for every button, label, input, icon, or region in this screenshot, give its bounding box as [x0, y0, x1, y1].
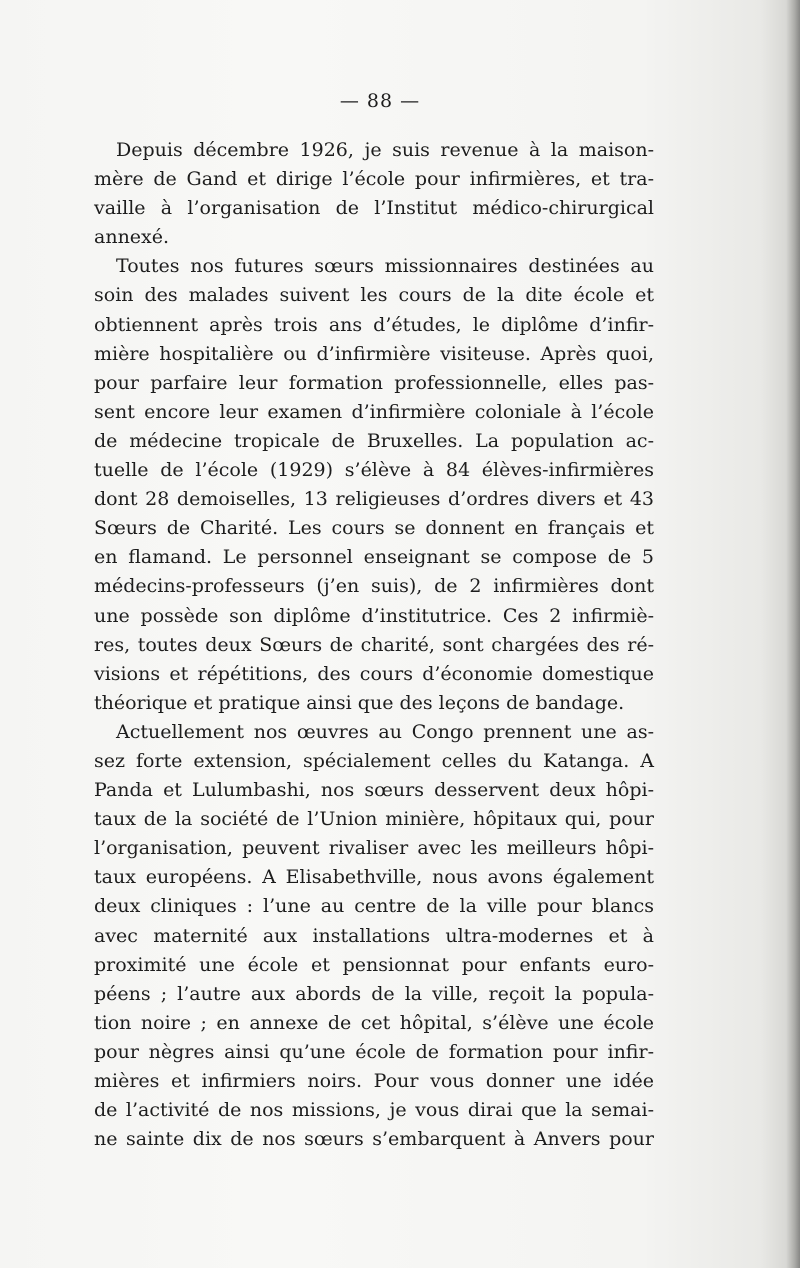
text-line: une possède son diplôme d’institutrice. Ces 2 infirmiè-: [94, 604, 654, 627]
text-line: dont 28 demoiselles, 13 religieuses d’ordres divers et 43: [94, 488, 654, 511]
text-line: mère de Gand et dirige l’école pour infirmières, et tra-: [94, 168, 654, 191]
text-line: de médecine tropicale de Bruxelles. La population ac-: [94, 429, 654, 452]
text-line: Toutes nos futures sœurs missionnaires destinées au: [116, 255, 654, 278]
text-line: théorique et pratique ainsi que des leçons de bandage.: [94, 691, 625, 714]
text-line: médecins-professeurs (j’en suis), de 2 infirmières dont: [94, 575, 654, 598]
text-line: sez forte extension, spécialement celles du Katanga. A: [94, 749, 654, 772]
text-line: visions et répétitions, des cours d’économie domestique: [94, 662, 654, 685]
text-line: tion noire ; en annexe de cet hôpital, s’élève une école: [94, 1011, 654, 1034]
paragraph-2: [94, 252, 654, 718]
text-line: proximité une école et pensionnat pour enfants euro-: [94, 953, 654, 976]
text-line: tuelle de l’école (1929) s’élève à 84 élèves-infirmières: [94, 459, 654, 482]
text-line: res, toutes deux Sœurs de charité, sont chargées des ré-: [94, 633, 654, 656]
text-line: Sœurs de Charité. Les cours se donnent en français et: [94, 517, 654, 540]
text-line: péens ; l’autre aux abords de la ville, reçoit la popula-: [94, 982, 654, 1005]
text-line: vaille à l’organisation de l’Institut médico-chirurgical: [94, 197, 654, 220]
text-line: soin des malades suivent les cours de la dite école et: [94, 284, 654, 307]
text-line: pour parfaire leur formation professionnelle, elles pas-: [94, 371, 654, 394]
text-line: en flamand. Le personnel enseignant se compose de 5: [94, 546, 654, 569]
text-line: mières et infirmiers noirs. Pour vous donner une idée: [94, 1070, 654, 1092]
text-line: pour nègres ainsi qu’une école de formation pour infir-: [94, 1040, 654, 1063]
text-line: Panda et Lulumbashi, nos sœurs desservent deux hôpi-: [94, 779, 654, 802]
page-number: — 88 —: [339, 90, 421, 112]
text-line: ne sainte dix de nos sœurs s’embarquent à Anvers pour: [94, 1128, 654, 1151]
text-line: obtiennent après trois ans d’études, le diplôme d’infir-: [94, 313, 654, 336]
text-line: de l’activité de nos missions, je vous dirai que la semai-: [94, 1099, 654, 1122]
text-line: deux cliniques : l’une au centre de la ville pour blancs: [94, 895, 654, 918]
text-line: sent encore leur examen d’infirmière coloniale à l’école: [94, 400, 654, 423]
text-line: annexé.: [94, 226, 170, 249]
paragraph-1: [94, 136, 654, 252]
text-line: Depuis décembre 1926, je suis revenue à la maison-: [116, 139, 654, 161]
body-text: [94, 136, 654, 1154]
text-line: Actuellement nos œuvres au Congo prennent une as-: [116, 720, 654, 743]
text-line: mière hospitalière ou d’infirmière visiteuse. Après quoi,: [94, 342, 654, 365]
text-line: avec maternité aux installations ultra-modernes et à: [94, 924, 654, 947]
text-line: taux de la société de l’Union minière, hôpitaux qui, pour: [94, 808, 654, 831]
text-line: l’organisation, peuvent rivaliser avec les meilleurs hôpi-: [94, 837, 654, 860]
text-line: taux européens. A Elisabethville, nous avons également: [94, 866, 654, 889]
paragraph-3: [94, 718, 654, 1154]
